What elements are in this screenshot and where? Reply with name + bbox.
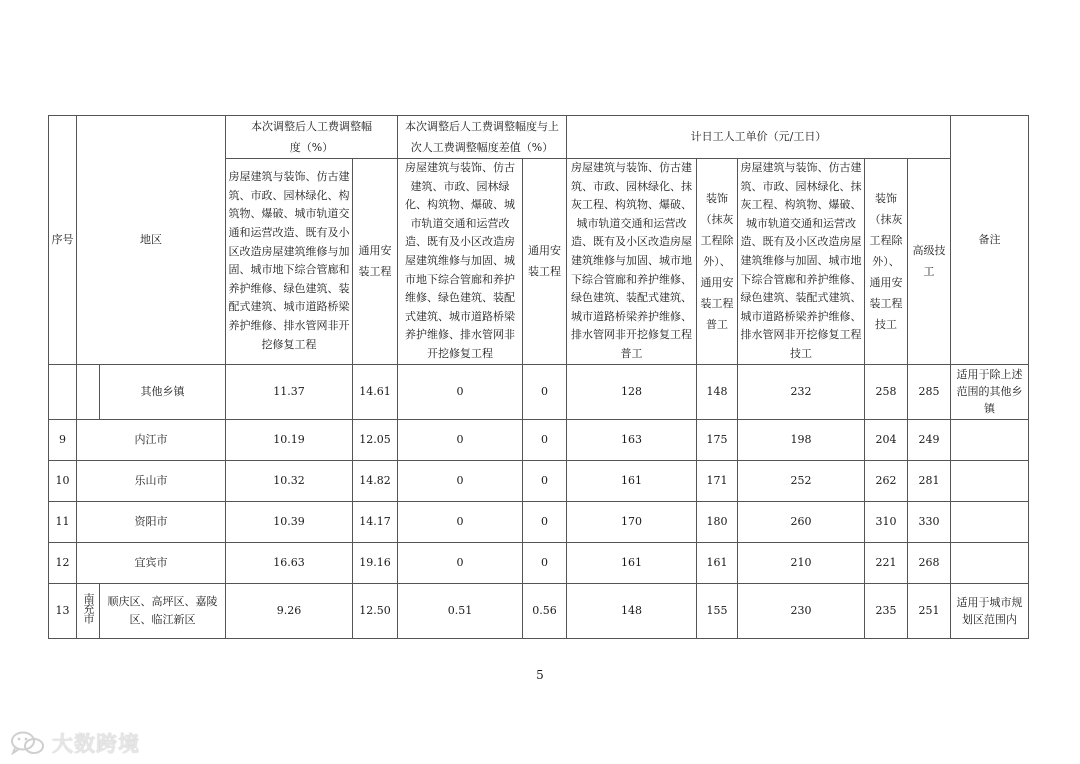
row-wage-3: 252 (738, 460, 865, 501)
wechat-logo-icon (8, 731, 48, 755)
row-wage-5: 281 (908, 460, 951, 501)
row-seq (49, 364, 77, 419)
row-diff-building: 0 (398, 501, 523, 542)
table-row (49, 583, 1029, 638)
row-region: 宜宾市 (77, 542, 226, 583)
row-wage-5: 268 (908, 542, 951, 583)
row-note (951, 419, 1029, 460)
row-wage-1: 170 (567, 501, 697, 542)
row-adj-install: 14.17 (353, 501, 398, 542)
row-wage-1: 128 (567, 364, 697, 419)
header-diff-group: 本次调整后人工费调整幅度与上次人工费调整幅度差值（%） (398, 116, 567, 159)
row-wage-4: 235 (865, 583, 908, 638)
row-wage-2: 148 (697, 364, 738, 419)
row-wage-5: 251 (908, 583, 951, 638)
row-adj-install: 12.50 (353, 583, 398, 638)
row-note (951, 460, 1029, 501)
row-city-blank (77, 364, 100, 419)
row-note: 适用于除上述范围的其他乡镇 (951, 364, 1029, 419)
header-note: 备注 (951, 116, 1029, 365)
row-wage-4: 310 (865, 501, 908, 542)
row-seq: 9 (49, 419, 77, 460)
header-wage-deco-skilled: 装饰（抹灰工程除外）、通用安装工程技工 (865, 159, 908, 365)
row-wage-3: 232 (738, 364, 865, 419)
row-adj-building: 11.37 (226, 364, 353, 419)
row-seq: 12 (49, 542, 77, 583)
row-wage-2: 155 (697, 583, 738, 638)
row-adj-install: 12.05 (353, 419, 398, 460)
header-wage-general: 房屋建筑与装饰、仿古建筑、市政、园林绿化、抹灰工程、构筑物、爆破、城市轨道交通和运营改造、既有及小区改造房屋建筑维修与加固、城市地下综合管廊和养护维修、绿色建筑、装配式建筑、城市道路桥梁养护维修、排水管网非开挖修复工程普工 (567, 159, 697, 365)
row-diff-install: 0 (523, 460, 567, 501)
row-adj-building: 10.39 (226, 501, 353, 542)
row-wage-1: 148 (567, 583, 697, 638)
page-number: 5 (536, 668, 544, 682)
row-diff-install: 0.56 (523, 583, 567, 638)
row-adj-install: 14.82 (353, 460, 398, 501)
row-adj-building: 16.63 (226, 542, 353, 583)
row-note (951, 501, 1029, 542)
row-region: 顺庆区、高坪区、嘉陵区、临江新区 (100, 583, 226, 638)
labor-cost-table (48, 115, 1029, 639)
row-diff-building: 0.51 (398, 583, 523, 638)
row-adj-install: 19.16 (353, 542, 398, 583)
table-row (49, 501, 1029, 542)
row-adj-building: 10.19 (226, 419, 353, 460)
row-region: 乐山市 (77, 460, 226, 501)
row-diff-install: 0 (523, 419, 567, 460)
row-wage-3: 198 (738, 419, 865, 460)
header-diff-building: 房屋建筑与装饰、仿古建筑、市政、园林绿化、构筑物、爆破、城市轨道交通和运营改造、既有及小区改造房屋建筑维修与加固、城市地下综合管廊和养护维修、绿色建筑、装配式建筑、城市道路桥梁养护维修、排水管网非开挖修复工程 (398, 159, 523, 365)
header-diff-install: 通用安装工程 (523, 159, 567, 365)
row-city-label: 南充市 (82, 592, 95, 623)
watermark-text: 大数跨境 (52, 732, 140, 756)
row-wage-4: 262 (865, 460, 908, 501)
row-wage-4: 258 (865, 364, 908, 419)
row-wage-1: 161 (567, 542, 697, 583)
header-adjust-group: 本次调整后人工费调整幅度（%） (226, 116, 398, 159)
row-wage-2: 180 (697, 501, 738, 542)
row-wage-2: 161 (697, 542, 738, 583)
row-region: 内江市 (77, 419, 226, 460)
header-wage-deco-general: 装饰（抹灰工程除外）、通用安装工程普工 (697, 159, 738, 365)
header-adjust-building: 房屋建筑与装饰、仿古建筑、市政、园林绿化、构筑物、爆破、城市轨道交通和运营改造、既有及小区改造房屋建筑维修与加固、城市地下综合管廊和养护维修、绿色建筑、装配式建筑、城市道路桥梁养护维修、排水管网非开挖修复工程 (226, 159, 353, 365)
header-row-1 (49, 116, 1029, 159)
header-wage-senior: 高级技工 (908, 159, 951, 365)
row-wage-5: 330 (908, 501, 951, 542)
row-wage-4: 221 (865, 542, 908, 583)
row-diff-building: 0 (398, 419, 523, 460)
row-wage-2: 175 (697, 419, 738, 460)
header-seq: 序号 (49, 116, 77, 365)
row-diff-install: 0 (523, 364, 567, 419)
row-diff-install: 0 (523, 542, 567, 583)
row-seq: 11 (49, 501, 77, 542)
row-region: 资阳市 (77, 501, 226, 542)
table-row (49, 364, 1029, 419)
row-note (951, 542, 1029, 583)
row-wage-3: 260 (738, 501, 865, 542)
row-wage-3: 230 (738, 583, 865, 638)
row-wage-3: 210 (738, 542, 865, 583)
header-adjust-install: 通用安装工程 (353, 159, 398, 365)
row-diff-building: 0 (398, 364, 523, 419)
row-diff-install: 0 (523, 501, 567, 542)
row-diff-building: 0 (398, 460, 523, 501)
row-diff-building: 0 (398, 542, 523, 583)
row-adj-building: 9.26 (226, 583, 353, 638)
header-wage-skilled: 房屋建筑与装饰、仿古建筑、市政、园林绿化、抹灰工程、构筑物、爆破、城市轨道交通和运营改造、既有及小区改造房屋建筑维修与加固、城市地下综合管廊和养护维修、绿色建筑、装配式建筑、城市道路桥梁养护维修、排水管网非开挖修复工程技工 (738, 159, 865, 365)
row-seq: 10 (49, 460, 77, 501)
watermark (8, 730, 140, 756)
row-seq: 13 (49, 583, 77, 638)
row-adj-install: 14.61 (353, 364, 398, 419)
row-wage-5: 285 (908, 364, 951, 419)
header-wage-group: 计日工人工单价（元/工日） (567, 116, 951, 159)
row-wage-1: 161 (567, 460, 697, 501)
table-row (49, 460, 1029, 501)
row-note: 适用于城市规划区范围内 (951, 583, 1029, 638)
row-wage-5: 249 (908, 419, 951, 460)
row-wage-2: 171 (697, 460, 738, 501)
row-region: 其他乡镇 (100, 364, 226, 419)
row-wage-4: 204 (865, 419, 908, 460)
row-city (77, 583, 100, 638)
table-row (49, 542, 1029, 583)
row-wage-1: 163 (567, 419, 697, 460)
header-region: 地区 (77, 116, 226, 365)
table-row (49, 419, 1029, 460)
row-adj-building: 10.32 (226, 460, 353, 501)
